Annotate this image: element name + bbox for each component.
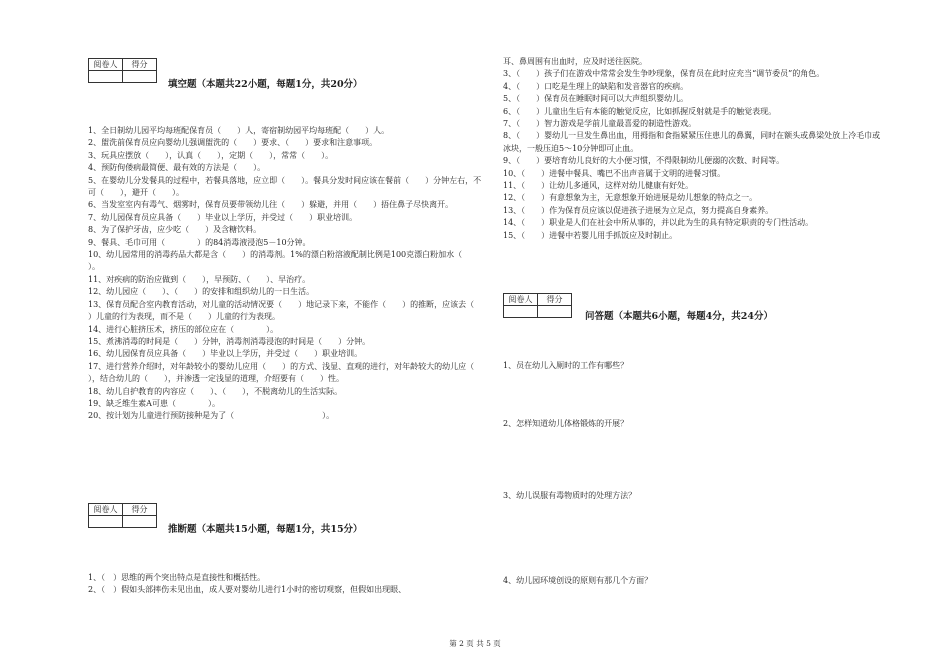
question-item: 18、幼儿自护教育的内容应（ ）、（ ），不脱离幼儿的生活实际。	[88, 386, 343, 396]
question-item: 3、（ ）孩子们在游戏中常常会发生争吵现象，保育员在此时应充当“调节委员”的角色。	[503, 69, 825, 79]
essay-question: 2、怎样知道幼儿体格锻炼的开展？	[503, 419, 629, 428]
question-item: 10、（ ）进餐中餐具、嘴巴不出声音属于文明的进餐习惯。	[503, 168, 726, 178]
question-item: 5、（ ）保育员在睡眠时间可以大声组织婴幼儿。	[503, 94, 689, 104]
score-blank[interactable]	[123, 516, 157, 528]
question-item: 4、预防佝偻病最简便、最有效的方法是（ ）。	[88, 163, 266, 173]
question-item: 5、在婴幼儿分发餐具的过程中，若餐具落地，应立即（ ）。餐具分发时间应该在餐前（ ）分钟左右，不可（ ），避开（ ）。	[88, 175, 482, 198]
question-item: 11、（ ）让幼儿多通风，这样对幼儿健康有好处。	[503, 181, 694, 191]
question-item: 2、盥洗前保育员应向婴幼儿强调盥洗的（ ）要求、（ ）要求和注意事项。	[88, 138, 378, 148]
question-item: 1、全日制幼儿园平均每班配保育员（ ）人，寄宿制幼园平均每班配（ ）人。	[88, 126, 390, 135]
judge-question-list-left	[88, 572, 488, 597]
question-item: 15、（ ）进餐中若婴儿用手抓饭应及时制止。	[503, 230, 678, 240]
question-item: 15、煮沸消毒的时间是（ ）分钟，消毒剂消毒浸泡的时间是（ ）分钟。	[88, 336, 371, 346]
score-blank[interactable]	[123, 71, 157, 83]
essay-section-title: 问答题（本题共6小题，每题4分，共24分）	[585, 311, 773, 322]
question-item: 10、幼儿园常用的消毒药品大都是含（ ）的消毒剂。1%的漂白粉溶液配制比例是100克漂白粉加水（ ）。	[88, 250, 479, 272]
score-box-fill	[88, 58, 157, 83]
question-item: 7、（ ）智力游戏是学前儿童最喜爱的制造性游戏。	[503, 119, 697, 129]
question-item: 7、幼儿园保育员应具备（ ）毕业以上学历，并受过（ ）职业培训。	[88, 212, 358, 222]
question-item: 13、（ ）作为保育员应该以促进孩子进展为立足点，努力提高自身素养。	[503, 205, 774, 215]
score-cell: 得分	[123, 504, 157, 516]
reviewer-blank[interactable]	[89, 516, 123, 528]
question-item: 12、（ ）有意想象为主，无意想象开始进展是幼儿想象的特点之一。	[503, 193, 758, 203]
question-item: 12、幼儿园应（ ）、（ ）的安排和组织幼儿的一日生活。	[88, 287, 315, 297]
essay-question: 3、幼儿误服有毒物质时的处理方法？	[503, 491, 637, 500]
question-item: 11、对疾病的防治应做到（ ），早预防、（ ）、早治疗。	[88, 274, 311, 284]
question-item: 16、幼儿园保育员应具备（ ）毕业以上学历，并受过（ ）职业培训。	[88, 349, 363, 359]
reviewer-cell: 阅卷人	[89, 59, 123, 71]
essay-question: 4、幼儿园环境创设的原则有那几个方面？	[503, 576, 653, 585]
fill-section-title: 填空题（本题共22小题，每题1分，共20分）	[168, 79, 363, 90]
score-cell: 得分	[123, 59, 157, 71]
question-item: 13、保育员配合室内教育活动，对儿童的活动情况要（ ）地记录下来，不能作（ ）的推断，应该去（ ）儿童的行为表现，而不是（ ）儿童的行为表现。	[88, 299, 491, 322]
score-blank[interactable]	[538, 306, 572, 318]
question-item: 6、当发室室内有毒气、烟雾时，保育员要带领幼儿往（ ）躲避，并用（ ）捂住鼻子尽快离开。	[88, 200, 454, 210]
question-item: 1、（ ）思维的两个突出特点是直接性和概括性。	[88, 573, 266, 582]
question-item: 8、（ ）婴幼儿一旦发生鼻出血，用拇指和食指紧紧压住患儿的鼻翼，同时在额头或鼻梁处放上冷毛巾或冰块，一般压迫5～10分钟即可止血。	[503, 131, 881, 153]
question-item: 6、（ ）儿童出生后有本能的触觉反应，比如抓握反射就是手的触觉表现。	[503, 106, 777, 116]
score-box-essay	[503, 293, 572, 318]
score-cell: 得分	[538, 294, 572, 306]
reviewer-blank[interactable]	[504, 306, 538, 318]
question-item: 9、餐具、毛巾可用（ ）的84消毒液浸泡5－10分钟。	[88, 237, 311, 247]
question-item: 8、为了保护牙齿，应少吃（ ）及含糖饮料。	[88, 225, 262, 235]
page-footer: 第 2 页 共 5 页	[449, 639, 501, 648]
reviewer-cell: 阅卷人	[89, 504, 123, 516]
reviewer-cell: 阅卷人	[504, 294, 538, 306]
question-item: 20、按计划为儿童进行预防接种是为了（ ）。	[88, 411, 335, 421]
question-item: 14、（ ）职业是人们在社会中所从事的，并以此为生的具有特定职责的专门性活动。	[503, 218, 814, 228]
score-box-judge	[88, 503, 157, 528]
question-item: 4、（ ）口吃是生理上的缺陷和发音器官的疾病。	[503, 81, 689, 91]
question-item: 14、进行心脏挤压术，挤压的部位应在（ ）。	[88, 324, 279, 334]
question-item: 19、缺乏维生素A可患（ ）。	[88, 398, 220, 408]
judge-section-title: 推断题（本题共15小题，每题1分，共15分）	[168, 524, 363, 535]
reviewer-blank[interactable]	[89, 71, 123, 83]
judge-question-list-right	[503, 56, 883, 242]
question-item: 3、玩具应摆放（ ），认真（ ），定期（ ），常常（ ）。	[88, 150, 334, 160]
fill-question-list	[88, 125, 491, 423]
question-item: 17、进行营养介绍时，对年龄较小的婴幼儿应用（ ）的方式、浅显、直观的进行，对年龄较大的幼儿应（ ），结合幼儿的（ ），并渗透一定浅显的道理，介绍要有（ ）性。	[88, 361, 491, 384]
question-item: 9、（ ）要培育幼儿良好的大小便习惯，不得限制幼儿便溺的次数、时间等。	[503, 156, 785, 166]
question-item: 耳、鼻周围有出血时，应及时送往医院。	[503, 57, 647, 66]
question-item: 2、（ ）假如头部摔伤未见出血，成人要对婴幼儿进行1小时的密切观察，但假如出现眼、	[88, 585, 407, 595]
essay-question: 1、员在幼儿入厕时的工作有哪些？	[503, 361, 629, 370]
